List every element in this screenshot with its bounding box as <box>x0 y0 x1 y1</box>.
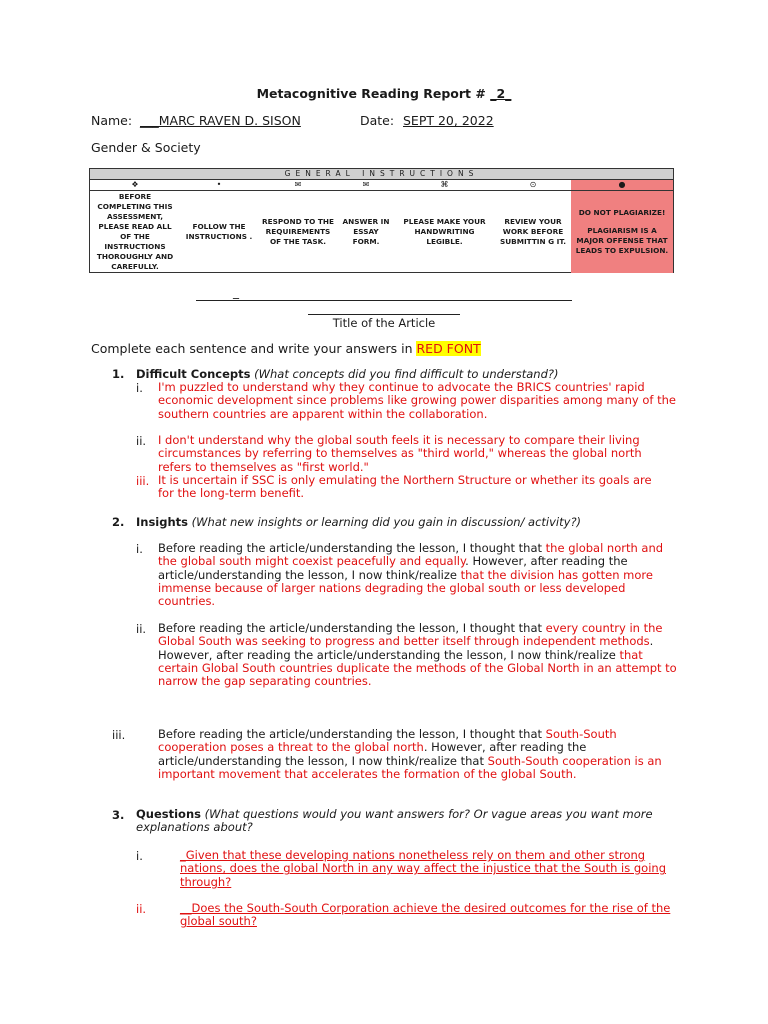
item-1-i-text: I'm puzzled to understand why they continue to advocate the BRICS countries' rapid economic development since problems like growing power disparities among many of the southern countries are apparent within the collaboration. <box>158 380 676 421</box>
section-2-number: 2. <box>112 515 125 529</box>
bullet-icon: • <box>216 180 222 189</box>
instruction-cell-follow: FOLLOW THE INSTRUCTIONS . <box>185 222 253 241</box>
section-1-prompt: (What concepts did you find difficult to understand?) <box>254 367 559 381</box>
item-1-iii-text: It is uncertain if SSC is only emulating the Northern Structure or whether its goals are for the long-term benefit. <box>158 473 652 501</box>
section-3-title: Questions <box>136 807 201 821</box>
item-2-ii-middle: . However, after reading the article/understanding the lesson, I now think/realize <box>158 634 654 662</box>
instruction-text: Complete each sentence and write your answers in <box>91 341 417 356</box>
plagiarism-warning: DO NOT PLAGIARIZE! <box>578 208 666 217</box>
report-number: _2_ <box>490 86 512 101</box>
section-2-title: Insights <box>136 515 189 529</box>
name-label: Name: <box>91 113 133 128</box>
section-3-prompt: (What questions would you want answers for? Or vague areas you want more explanations about? <box>136 807 653 835</box>
item-2-iii-answer-after: South-South cooperation is an important movement that accelerates the formation of the global South. <box>158 753 662 781</box>
instruction-cell-respond: RESPOND TO THE REQUIREMENTS OF THE TASK. <box>262 217 334 246</box>
article-title-line <box>196 300 572 301</box>
section-3-heading <box>136 808 666 835</box>
item-2-i-answer-before: the global north and the global south might coexist peacefully and equally <box>158 541 664 569</box>
command-icon: ⌘ <box>440 180 449 189</box>
item-2-i-before: Before reading the article/understanding the lesson, I thought that <box>158 541 546 555</box>
article-blank-mark: _ <box>233 285 239 299</box>
date-value: SEPT 20, 2022 <box>403 113 494 128</box>
instructions-table <box>89 168 674 273</box>
item-2-i-answer-after: that the division has gotten more immense because of larger nations degrading the global south or less developed countries. <box>158 567 653 609</box>
item-2-ii-before: Before reading the article/understanding the lesson, I thought that <box>158 621 546 635</box>
item-2-iii-text <box>158 728 678 781</box>
subject-label: Gender & Society <box>91 140 201 155</box>
section-3-number: 3. <box>112 808 125 822</box>
section-1-title: Difficult Concepts <box>136 367 251 381</box>
item-2-iii-middle: . However, after reading the article/understanding the lesson, I now think/realize that <box>158 740 587 768</box>
section-2-heading <box>136 515 581 529</box>
item-3-i-numeral: i. <box>136 849 143 863</box>
item-2-iii-answer-before: South-South cooperation poses a threat to the global north <box>158 727 617 755</box>
plagiarism-consequence: PLAGIARISM IS A MAJOR OFFENSE THAT LEADS TO EXPULSION. <box>575 226 669 255</box>
answer-instruction <box>91 341 481 356</box>
diamond-icon: ❖ <box>131 180 139 189</box>
section-1-number: 1. <box>112 367 125 381</box>
instructions-cells <box>90 191 673 273</box>
item-1-ii-text: I don't understand why the global south feels it is necessary to compare their living circumstances by referring to themselves as "third world," whereas the global north refers to themselves as "first world." <box>158 433 642 474</box>
item-2-ii-numeral: ii. <box>136 622 147 636</box>
instruction-cell-handwriting: PLEASE MAKE YOUR HANDWRITING LEGIBLE. <box>403 217 486 246</box>
name-value: ___MARC RAVEN D. SISON <box>140 113 301 128</box>
instruction-cell-read: BEFORE COMPLETING THIS ASSESSMENT, PLEASE READ ALL OF THE INSTRUCTIONS THOROUGHLY AND CAREFULLY. <box>96 192 174 271</box>
item-1-i-numeral: i. <box>136 381 143 395</box>
instruction-cell-essay: ANSWER IN ESSAY FORM. <box>342 217 390 246</box>
item-2-iii-before: Before reading the article/understanding the lesson, I thought that <box>158 727 546 741</box>
item-3-i-text: _Given that these developing nations nonetheless rely on them and other strong nations, does the global North in any way affect the injustice that the South is going through? <box>180 848 667 889</box>
instructions-icon-row <box>90 180 673 191</box>
item-2-i-text <box>158 542 678 608</box>
item-2-i-numeral: i. <box>136 542 143 556</box>
instruction-cell-plagiarism <box>571 191 673 273</box>
item-1-iii-numeral: iii. <box>136 474 150 488</box>
section-1-heading <box>136 367 558 381</box>
envelope-icon: ✉ <box>362 180 370 189</box>
date-label: Date: <box>360 113 395 128</box>
instructions-heading: GENERAL INSTRUCTIONS <box>90 169 673 180</box>
item-2-ii-answer-after: that certain Global South countries duplicate the methods of the Global North in an attempt to narrow the gap separating countries. <box>158 647 677 689</box>
item-3-ii-text: __Does the South-South Corporation achieve the desired outcomes for the rise of the global south? <box>180 901 671 929</box>
clock-icon: ⊙ <box>529 180 537 189</box>
article-title-caption: Title of the Article <box>332 316 436 330</box>
item-3-ii-numeral: ii. <box>136 902 147 916</box>
bomb-icon: ● <box>571 180 673 190</box>
item-2-iii-numeral: iii. <box>112 728 126 742</box>
report-title <box>0 86 768 101</box>
section-2-prompt: (What new insights or learning did you gain in discussion/ activity?) <box>191 515 582 529</box>
title-text: Metacognitive Reading Report # <box>256 86 491 101</box>
item-1-ii-numeral: ii. <box>136 434 147 448</box>
item-2-ii-text <box>158 622 678 688</box>
instruction-cell-review: REVIEW YOUR WORK BEFORE SUBMITTIN G IT. <box>499 217 567 246</box>
item-2-ii-answer-before: every country in the Global South was seeking to progress and better itself through independent methods <box>158 621 663 649</box>
red-font-highlight: RED FONT <box>416 341 481 356</box>
envelope-icon: ✉ <box>294 180 302 189</box>
article-title-underline <box>308 314 460 315</box>
item-2-i-middle: . However, after reading the article/understanding the lesson, I now think/realize <box>158 554 628 582</box>
